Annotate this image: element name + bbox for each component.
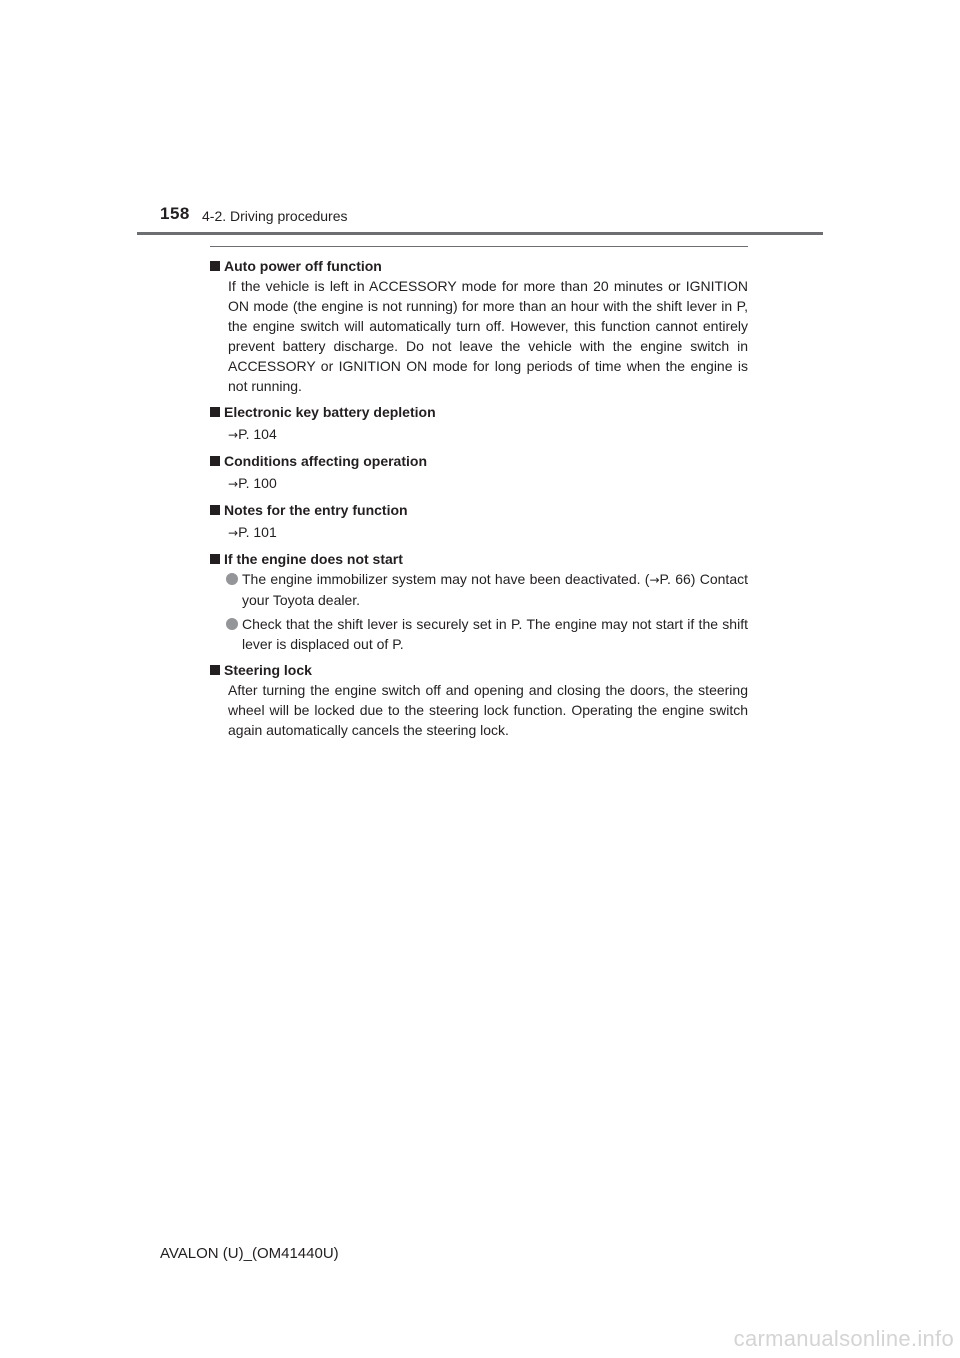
heading-text: Conditions affecting operation bbox=[224, 453, 427, 469]
model-code-footer: AVALON (U)_(OM41440U) bbox=[160, 1245, 339, 1262]
heading-text: Electronic key battery depletion bbox=[224, 404, 436, 420]
list-item bbox=[210, 614, 748, 654]
heading-text: Steering lock bbox=[224, 662, 312, 678]
list-item bbox=[210, 569, 748, 610]
square-bullet-icon bbox=[210, 665, 220, 675]
arrow-right-icon: → bbox=[228, 477, 239, 491]
reference-text: P. 100 bbox=[238, 475, 277, 491]
watermark: carmanualsonline.info bbox=[733, 1326, 954, 1351]
section-heading bbox=[210, 549, 748, 569]
page-number: 158 bbox=[160, 204, 190, 223]
heading-text: If the engine does not start bbox=[224, 551, 403, 567]
section-conditions bbox=[210, 451, 748, 494]
section-heading bbox=[210, 500, 748, 520]
reference-text: P. 104 bbox=[238, 426, 277, 442]
header-rule bbox=[137, 232, 823, 235]
square-bullet-icon bbox=[210, 554, 220, 564]
section-key-battery bbox=[210, 402, 748, 445]
section-body: If the vehicle is left in ACCESSORY mode for more than 20 minutes or IGNITION ON mode (the engine is not running) for more than an hour with the shift lever in P, the engine switch will automatically turn off. However, this function cannot entirely prevent battery discharge. Do not leave the vehicle with the engine switch in ACCESSORY or IGNITION ON mode for long periods of time when the engine is not running. bbox=[228, 278, 748, 394]
square-bullet-icon bbox=[210, 261, 220, 271]
section-engine-not-start bbox=[210, 549, 748, 654]
heading-text: Notes for the entry function bbox=[224, 502, 408, 518]
arrow-right-icon: → bbox=[228, 428, 239, 442]
list-item-text: The engine immobilizer system may not have been deactivated. (→P. 66) Contact your Toyota dealer. bbox=[242, 571, 748, 608]
page-reference[interactable] bbox=[210, 471, 748, 494]
content-rule bbox=[210, 246, 748, 247]
section-heading bbox=[210, 451, 748, 471]
square-bullet-icon bbox=[210, 505, 220, 515]
reference-text: P. 101 bbox=[238, 524, 277, 540]
section-body: After turning the engine switch off and opening and closing the doors, the steering wheel will be locked due to the steering lock function. Operating the engine switch again automatically cancels the steering lock. bbox=[228, 682, 748, 738]
section-heading bbox=[210, 660, 748, 680]
page-reference[interactable] bbox=[210, 422, 748, 445]
list-item-text: Check that the shift lever is securely set in P. The engine may not start if the shift lever is displaced out of P. bbox=[242, 616, 748, 652]
circle-bullet-icon bbox=[226, 618, 238, 630]
section-auto-power-off bbox=[210, 256, 748, 396]
square-bullet-icon bbox=[210, 456, 220, 466]
section-heading bbox=[210, 402, 748, 422]
section-steering-lock bbox=[210, 660, 748, 740]
square-bullet-icon bbox=[210, 407, 220, 417]
section-title: 4-2. Driving procedures bbox=[202, 208, 348, 224]
section-heading bbox=[210, 256, 748, 276]
content-area bbox=[210, 256, 748, 746]
page-reference[interactable] bbox=[210, 520, 748, 543]
heading-text: Auto power off function bbox=[224, 258, 382, 274]
arrow-right-icon: → bbox=[649, 573, 660, 587]
circle-bullet-icon bbox=[226, 573, 238, 585]
arrow-right-icon: → bbox=[228, 526, 239, 540]
section-entry-notes bbox=[210, 500, 748, 543]
